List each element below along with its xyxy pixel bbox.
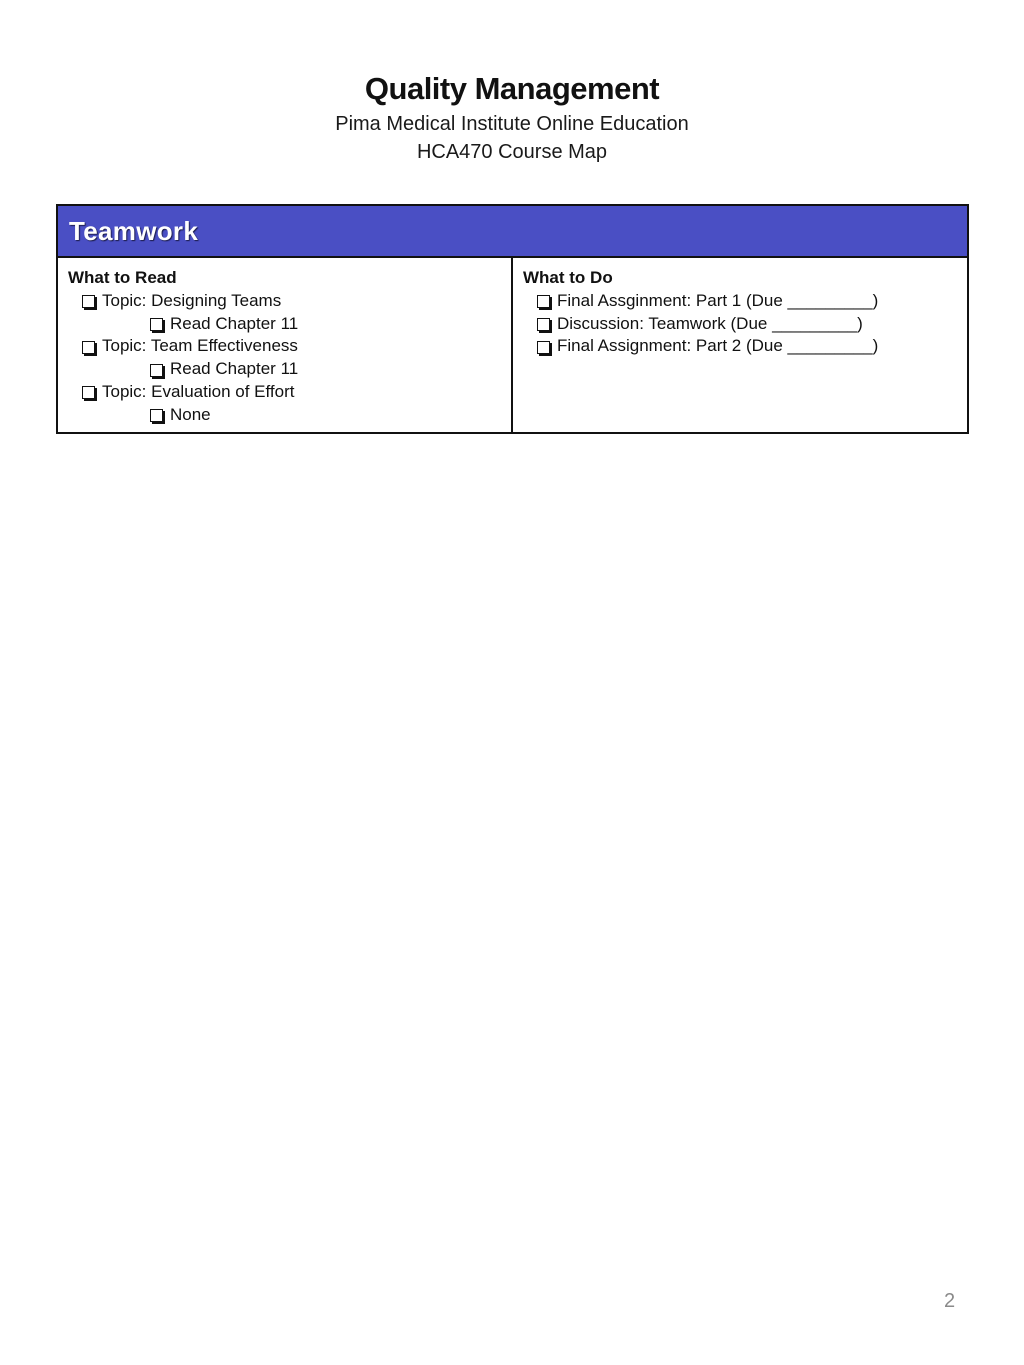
read-item-label: Topic: Team Effectiveness bbox=[102, 336, 298, 356]
read-item-topic bbox=[68, 290, 501, 313]
checkbox-icon[interactable] bbox=[150, 364, 163, 377]
read-item-topic bbox=[68, 381, 501, 404]
course-map-subtitle: HCA470 Course Map bbox=[416, 141, 608, 163]
read-item-topic bbox=[68, 335, 501, 358]
do-item-label: Final Assignment: Part 2 (Due _________) bbox=[557, 336, 879, 356]
course-map-table bbox=[56, 204, 969, 434]
do-item bbox=[523, 290, 957, 313]
read-item-label: Topic: Designing Teams bbox=[102, 290, 282, 310]
what-to-do-column bbox=[513, 258, 967, 432]
do-item bbox=[523, 313, 957, 336]
checkbox-icon[interactable] bbox=[537, 341, 550, 354]
read-item-subtask bbox=[68, 313, 501, 336]
read-item-label: None bbox=[170, 404, 211, 424]
checkbox-icon[interactable] bbox=[82, 386, 95, 399]
read-item-subtask bbox=[68, 358, 501, 381]
what-to-read-heading: What to Read bbox=[68, 268, 177, 287]
institution-subtitle: Pima Medical Institute Online Education bbox=[335, 113, 689, 135]
read-item-label: Read Chapter 11 bbox=[170, 313, 299, 333]
section-banner-title: Teamwork bbox=[69, 215, 199, 246]
read-item-label: Topic: Evaluation of Effort bbox=[102, 381, 295, 401]
do-item-label: Discussion: Teamwork (Due _________) bbox=[557, 313, 863, 333]
table-body bbox=[58, 258, 967, 432]
checkbox-icon[interactable] bbox=[82, 341, 95, 354]
do-item bbox=[523, 335, 957, 358]
checkbox-icon[interactable] bbox=[150, 409, 163, 422]
read-item-label: Read Chapter 11 bbox=[170, 359, 299, 379]
checkbox-icon[interactable] bbox=[537, 295, 550, 308]
document-header bbox=[0, 68, 1024, 166]
what-to-read-column bbox=[58, 258, 513, 432]
read-item-subtask bbox=[68, 404, 501, 427]
do-item-label: Final Assginment: Part 1 (Due _________) bbox=[557, 290, 879, 310]
section-banner bbox=[58, 206, 967, 258]
what-to-do-heading: What to Do bbox=[523, 268, 613, 287]
page-number: 2 bbox=[944, 1290, 956, 1312]
checkbox-icon[interactable] bbox=[537, 318, 550, 331]
page-title: Quality Management bbox=[364, 71, 660, 106]
checkbox-icon[interactable] bbox=[150, 318, 163, 331]
checkbox-icon[interactable] bbox=[82, 295, 95, 308]
